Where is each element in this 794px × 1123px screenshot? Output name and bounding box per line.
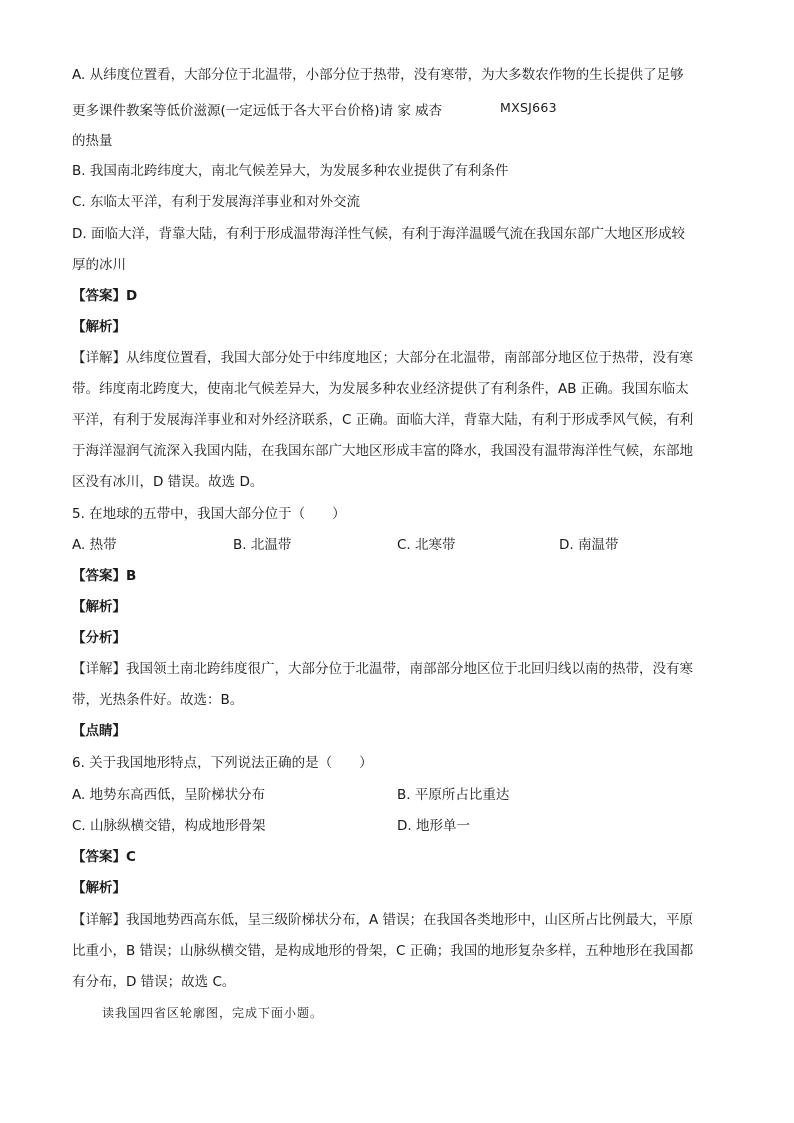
q6-option-b: B. 平原所占比重达 [397, 787, 510, 803]
q6-option-c: C. 山脉纵横交错，构成地形骨架 [72, 818, 266, 834]
q6-analysis-label: 【解析】 [72, 880, 126, 896]
q5-option-c: C. 北寒带 [397, 537, 456, 553]
q5-option-a: A. 热带 [72, 537, 117, 553]
q4-option-b: B. 我国南北跨纬度大，南北气候差异大，为发展多种农业提供了有利条件 [72, 163, 509, 179]
q5-option-b: B. 北温带 [233, 537, 292, 553]
q5-stem: 5. 在地球的五带中，我国大部分位于（ ） [72, 506, 346, 522]
q4-detail-line: 带。纬度南北跨度大，使南北气候差异大，为发展多种农业经济提供了有利条件，AB 正确。我国东临太 [72, 381, 689, 397]
q5-detail-line: 带，光热条件好。故选：B。 [72, 692, 244, 708]
q6-answer: 【答案】C [72, 849, 136, 865]
q5-option-d: D. 南温带 [559, 537, 619, 553]
q4-option-d-line2: 厚的冰川 [72, 257, 126, 273]
q4-detail-line: 【详解】从纬度位置看，我国大部分处于中纬度地区；大部分在北温带，南部部分地区位于热带，没有寒 [72, 350, 693, 366]
watermark-ad-text: 更多课件教案等低价滋源(一定远低于各大平台价格)请 家 威杏 [72, 103, 443, 119]
q4-analysis-label: 【解析】 [72, 319, 126, 335]
q6-detail-line: 【详解】我国地势西高东低，呈三级阶梯状分布，A 错误；在我国各类地形中，山区所占比例最大，平原 [72, 912, 694, 928]
q4-option-a-line2: 的热量 [72, 133, 113, 149]
q4-option-a-line1: A. 从纬度位置看，大部分位于北温带，小部分位于热带，没有寒带，为大多数农作物的生长提供了足够 [72, 67, 684, 83]
q6-detail-line: 比重小，B 错误；山脉纵横交错，是构成地形的骨架，C 正确；我国的地形复杂多样，五种地形在我国都 [72, 943, 694, 959]
q4-detail-line: 平洋，有利于发展海洋事业和对外经济联系，C 正确。面临大洋，背靠大陆，有利于形成季风气候，有利 [72, 412, 694, 428]
q6-detail-line: 有分布，D 错误；故选 C。 [72, 974, 236, 990]
q6-option-d: D. 地形单一 [397, 818, 470, 834]
q5-analysis-label: 【解析】 [72, 599, 126, 615]
q4-option-c: C. 东临太平洋，有利于发展海洋事业和对外交流 [72, 194, 361, 210]
q5-dianjing-label: 【点睛】 [72, 723, 126, 739]
map-instruction: 读我国四省区轮廓图，完成下面小题。 [102, 1006, 324, 1020]
q4-detail-line: 区没有冰川，D 错误。故选 D。 [72, 474, 264, 490]
q4-answer: 【答案】D [72, 288, 138, 304]
q4-detail-line: 于海洋湿润气流深入我国内陆，在我国东部广大地区形成丰富的降水，我国没有温带海洋性气候，东部地 [72, 443, 693, 459]
q5-fenxi-label: 【分析】 [72, 630, 126, 646]
q4-option-d-line1: D. 面临大洋，背靠大陆，有利于形成温带海洋性气候，有利于海洋温暖气流在我国东部广大地区形成较 [72, 226, 685, 242]
q5-answer: 【答案】B [72, 568, 137, 584]
q6-option-a: A. 地势东高西低，呈阶梯状分布 [72, 787, 266, 803]
q6-stem: 6. 关于我国地形特点，下列说法正确的是（ ） [72, 755, 373, 771]
q5-detail-line: 【详解】我国领土南北跨纬度很广，大部分位于北温带，南部部分地区位于北回归线以南的热带，没有寒 [72, 661, 693, 677]
watermark-ad-code: MXSJ663 [500, 100, 557, 115]
